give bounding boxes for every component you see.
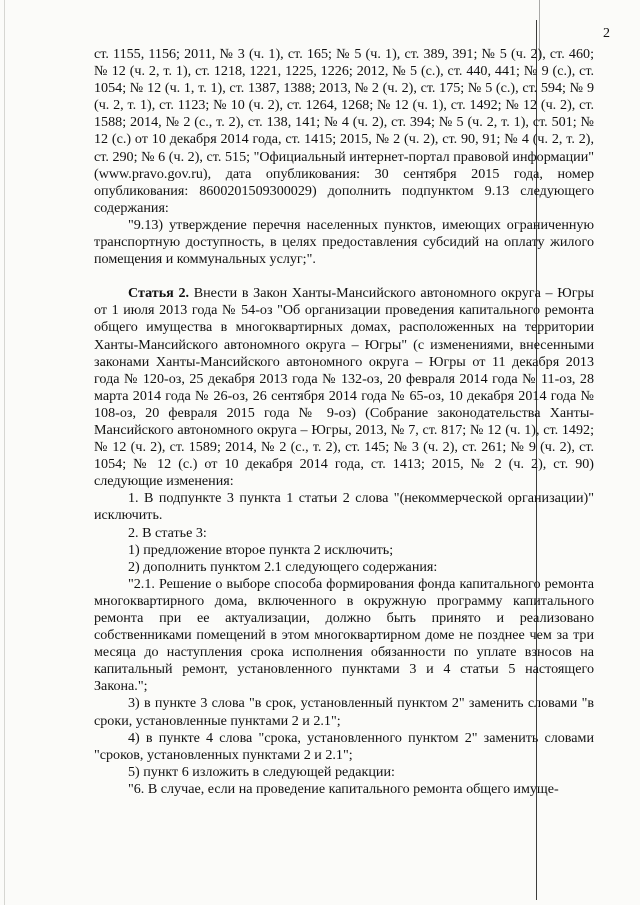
paragraph-change-1: 1. В подпункте 3 пункта 1 статьи 2 слова "(некоммерческой организации)" исключить. — [94, 490, 594, 524]
paragraph-citation-continuation: ст. 1155, 1156; 2011, № 3 (ч. 1), ст. 165; № 5 (ч. 1), ст. 389, 391; № 5 (ч. 2), ст. 460; № 12 (ч. 2, т. 1), ст. 1218, 1221, 1225, 1226; 2012, № 5 (с.), ст. 440, 441; № 9 (с.), ст. 1054; № 12 (ч. 1, т. 1), ст. 1387, 1388; 2013, № 2 (ч. 2), ст. 175; № 5 (с.), ст. 594; № 9 (ч. 2, т. 1), ст. 1123; № 10 (ч. 2), ст. 1264, 1268; № 12 (ч. 1), ст. 1492; № 12 (ч. 2), ст. 1588; 2014, № 2 (с., т. 2), ст. 138, 141; № 4 (ч. 2), ст. 394; № 5 (ч. 2, т. 1), ст. 501; № 12 (с.) от 10 декабря 2014 года, ст. 1415; 2015, № 2 (ч. 2), ст. 90, 91; № 4 (ч. 2, т. 2), ст. 290; № 6 (ч. 2), ст. 515; "Официальный интернет-портал правовой информации" (www.pravo.gov.ru), дата опубликования: 30 сентября 2015 года, номер опубликования: 8600201509300029) дополнить подпунктом 9.13 следующего содержания: — [94, 46, 594, 216]
scan-edge-line — [4, 0, 5, 905]
paragraph-subitem-5: 5) пункт 6 изложить в следующей редакции: — [128, 763, 395, 780]
paragraph-clause-6: "6. В случае, если на проведение капитального ремонта общего имуще- — [128, 780, 559, 797]
paragraph-change-2: 2. В статье 3: — [128, 524, 207, 541]
paragraph-subitem-1: 1) предложение второе пункта 2 исключить; — [128, 541, 394, 558]
article-2-text: Внести в Закон Ханты-Мансийского автономного округа – Югры от 1 июля 2013 года № 54-оз "Об организации проведения капитального ремонта общего имущества в многоквартирных домах, расположенных на территории Ханты-Мансийского автономного округа – Югры" (с изменениями, внесенными законами Ханты-Мансийского автономного округа – Югры от 11 декабря 2013 года № 120-оз, 25 декабря 2013 года № 132-оз, 20 февраля 2014 года № 11-оз, 28 марта 2014 года № 26-оз, 26 сентября 2014 года № 65-оз, 10 декабря 2014 года № 108-оз, 20 февраля 2015 года № 9-оз) (Собрание законодательства Ханты-Мансийского автономного округа – Югры, 2013, № 7, ст. 817; № 12 (ч. 1), ст. 1492; № 12 (ч. 2), ст. 1589; 2014, № 2 (с., т. 2), ст. 145; № 3 (ч. 2), ст. 261; № 9 (ч. 2), ст. 1054; № 12 (с.) от 10 декабря 2014 года, ст. 1413; 2015, № 2 (ч. 2), ст. 90) следующие изменения: — [94, 285, 594, 490]
paragraph-article-2 — [94, 285, 594, 490]
paragraph-subitem-3: 3) в пункте 3 слова "в срок, установленный пунктом 2" заменить словами "в сроки, установленные пунктами 2 и 2.1"; — [94, 695, 594, 729]
paragraph-subitem-9-13: "9.13) утверждение перечня населенных пунктов, имеющих ограниченную транспортную доступность, в целях предоставления субсидий на оплату жилого помещения и коммунальных услуг;". — [94, 216, 594, 268]
paragraph-subitem-4: 4) в пункте 4 слова "срока, установленного пунктом 2" заменить словами "сроков, установленных пунктами 2 и 2.1"; — [94, 729, 594, 763]
article-heading: Статья 2. — [128, 285, 190, 302]
paragraph-clause-2-1: "2.1. Решение о выборе способа формирования фонда капитального ремонта многоквартирного дома, включенного в окружную программу капитального ремонта при ее актуализации, должно быть принято и реализовано собственниками помещений в этом многоквартирном доме не позднее чем за три месяца до наступления срока исполнения обязанности по уплате взносов на капитальный ремонт, установленного пунктами 3 и 4 статьи 5 настоящего Закона."; — [94, 575, 594, 695]
document-body — [94, 46, 594, 798]
page-number: 2 — [603, 26, 610, 41]
paragraph-subitem-2: 2) дополнить пунктом 2.1 следующего содержания: — [128, 558, 438, 575]
